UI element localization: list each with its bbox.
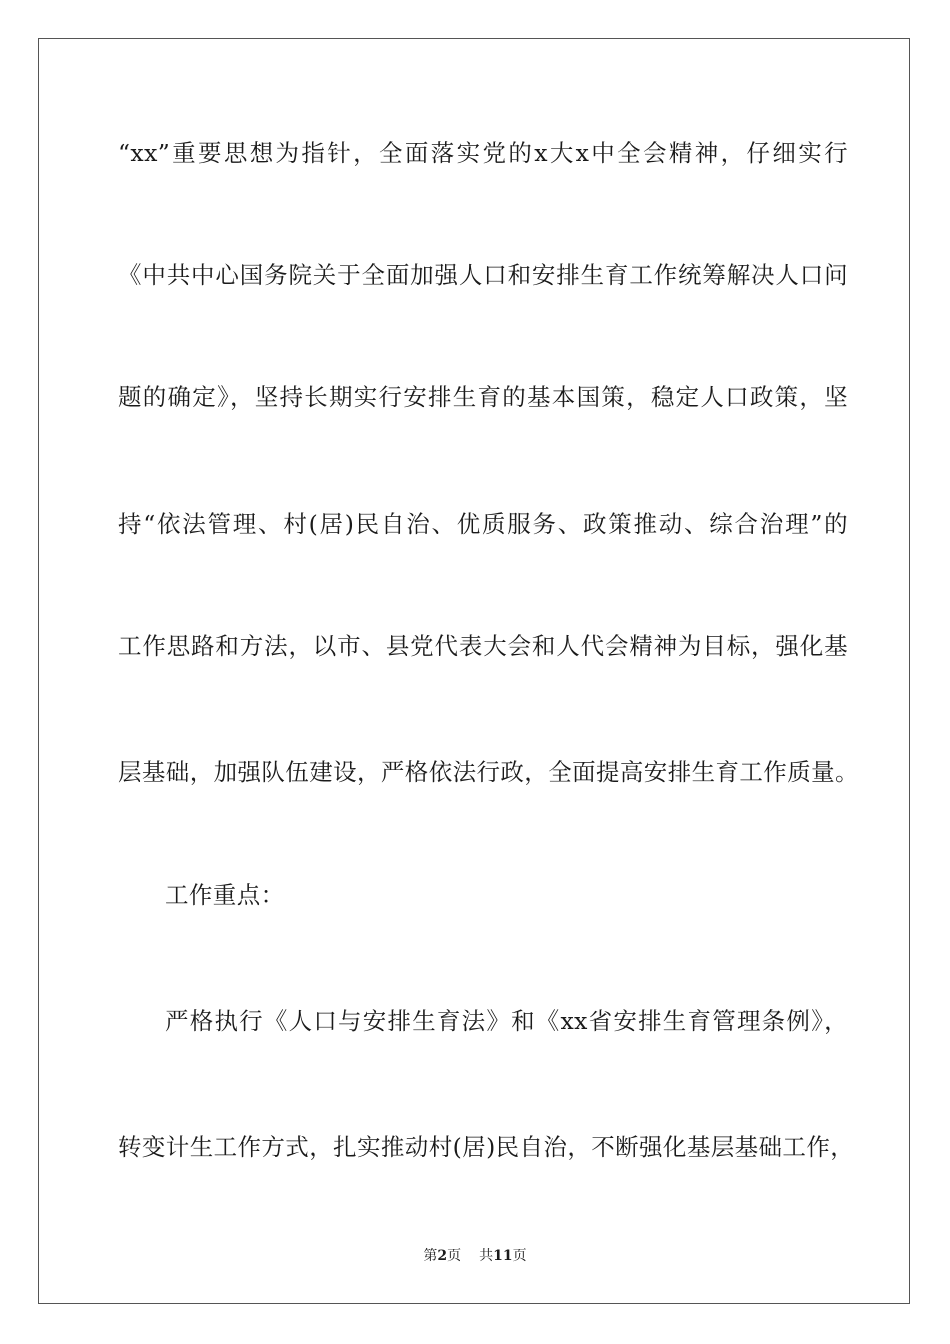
page-prefix: 第 <box>423 1248 438 1264</box>
body-line-5: 工作思路和方法，以市、县党代表大会和人代会精神为目标，强化基 <box>118 632 848 660</box>
body-line-6: 层基础，加强队伍建设，严格依法行政，全面提高安排生育工作质量。 <box>118 758 859 786</box>
body-line-3: 题的确定》，坚持长期实行安排生育的基本国策，稳定人口政策，坚 <box>118 383 848 411</box>
body-line-1: “xx”重要思想为指针，全面落实党的x大x中全会精神，仔细实行 <box>118 139 848 167</box>
body-line-2: 《中共中心国务院关于全面加强人口和安排生育工作统筹解决人口问 <box>118 261 848 289</box>
total-prefix: 共 <box>479 1248 494 1264</box>
total-suffix: 页 <box>512 1248 527 1264</box>
page-suffix: 页 <box>447 1248 462 1264</box>
page-footer <box>0 1246 950 1266</box>
body-line-8: 转变计生工作方式，扎实推动村(居)民自治，不断强化基层基础工作， <box>118 1133 855 1161</box>
page-border <box>38 38 910 1304</box>
body-line-4: 持“依法管理、村(居)民自治、优质服务、政策推动、综合治理”的 <box>118 510 848 538</box>
section-heading: 工作重点： <box>165 881 285 909</box>
body-line-7: 严格执行《人口与安排生育法》和《xx省安排生育管理条例》， <box>165 1007 848 1035</box>
page-number: 2 <box>437 1248 448 1264</box>
total-pages: 11 <box>493 1248 513 1264</box>
